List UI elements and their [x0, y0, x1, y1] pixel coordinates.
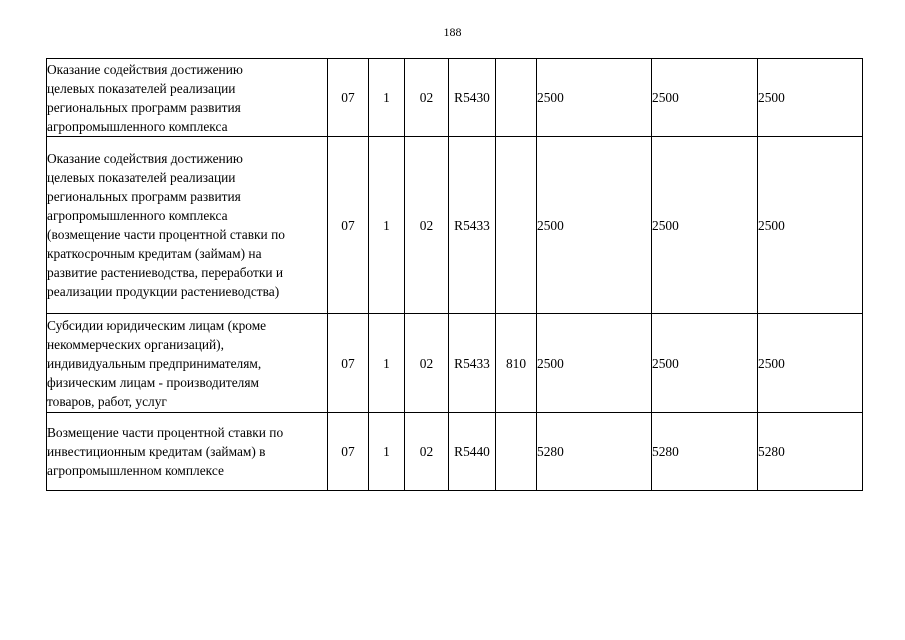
amount-year-3: 2500: [758, 314, 863, 413]
amount-year-2: 2500: [652, 59, 758, 137]
subprogram-code: 02: [405, 137, 449, 314]
section-code: 07: [328, 314, 369, 413]
amount-year-2: 2500: [652, 137, 758, 314]
target-item-code: R5433: [449, 137, 496, 314]
section-code: 07: [328, 413, 369, 491]
program-code: 1: [369, 137, 405, 314]
expense-type-code: 810: [496, 314, 537, 413]
subprogram-code: 02: [405, 59, 449, 137]
amount-year-3: 2500: [758, 59, 863, 137]
amount-year-1: 2500: [537, 314, 652, 413]
table-row: [47, 413, 863, 491]
budget-table: [46, 58, 863, 491]
amount-year-1: 2500: [537, 137, 652, 314]
row-description: Оказание содействия достижению целевых показателей реализации региональных программ развития агропромышленного комплекса: [47, 59, 328, 137]
target-item-code: R5430: [449, 59, 496, 137]
page-number: 188: [443, 25, 462, 39]
amount-year-1: 5280: [537, 413, 652, 491]
amount-year-3: 5280: [758, 413, 863, 491]
target-item-code: R5440: [449, 413, 496, 491]
table-row: [47, 59, 863, 137]
table-row: [47, 137, 863, 314]
row-description: Оказание содействия достижению целевых показателей реализации региональных программ развития агропромышленного комплекса (возмещение части процентной ставки по краткосрочным кредитам (займам) на развитие растениеводства, переработки и реализации продукции растениеводства): [47, 137, 328, 314]
section-code: 07: [328, 59, 369, 137]
program-code: 1: [369, 413, 405, 491]
row-description: Возмещение части процентной ставки по инвестиционным кредитам (займам) в агропромышленном комплексе: [47, 413, 328, 491]
amount-year-3: 2500: [758, 137, 863, 314]
expense-type-code: [496, 59, 537, 137]
amount-year-2: 5280: [652, 413, 758, 491]
program-code: 1: [369, 314, 405, 413]
subprogram-code: 02: [405, 413, 449, 491]
expense-type-code: [496, 137, 537, 314]
table-row: [47, 314, 863, 413]
section-code: 07: [328, 137, 369, 314]
expense-type-code: [496, 413, 537, 491]
program-code: 1: [369, 59, 405, 137]
amount-year-1: 2500: [537, 59, 652, 137]
subprogram-code: 02: [405, 314, 449, 413]
amount-year-2: 2500: [652, 314, 758, 413]
target-item-code: R5433: [449, 314, 496, 413]
row-description: Субсидии юридическим лицам (кроме некоммерческих организаций), индивидуальным предпринимателям, физическим лицам - производителям товаров, работ, услуг: [47, 314, 328, 413]
